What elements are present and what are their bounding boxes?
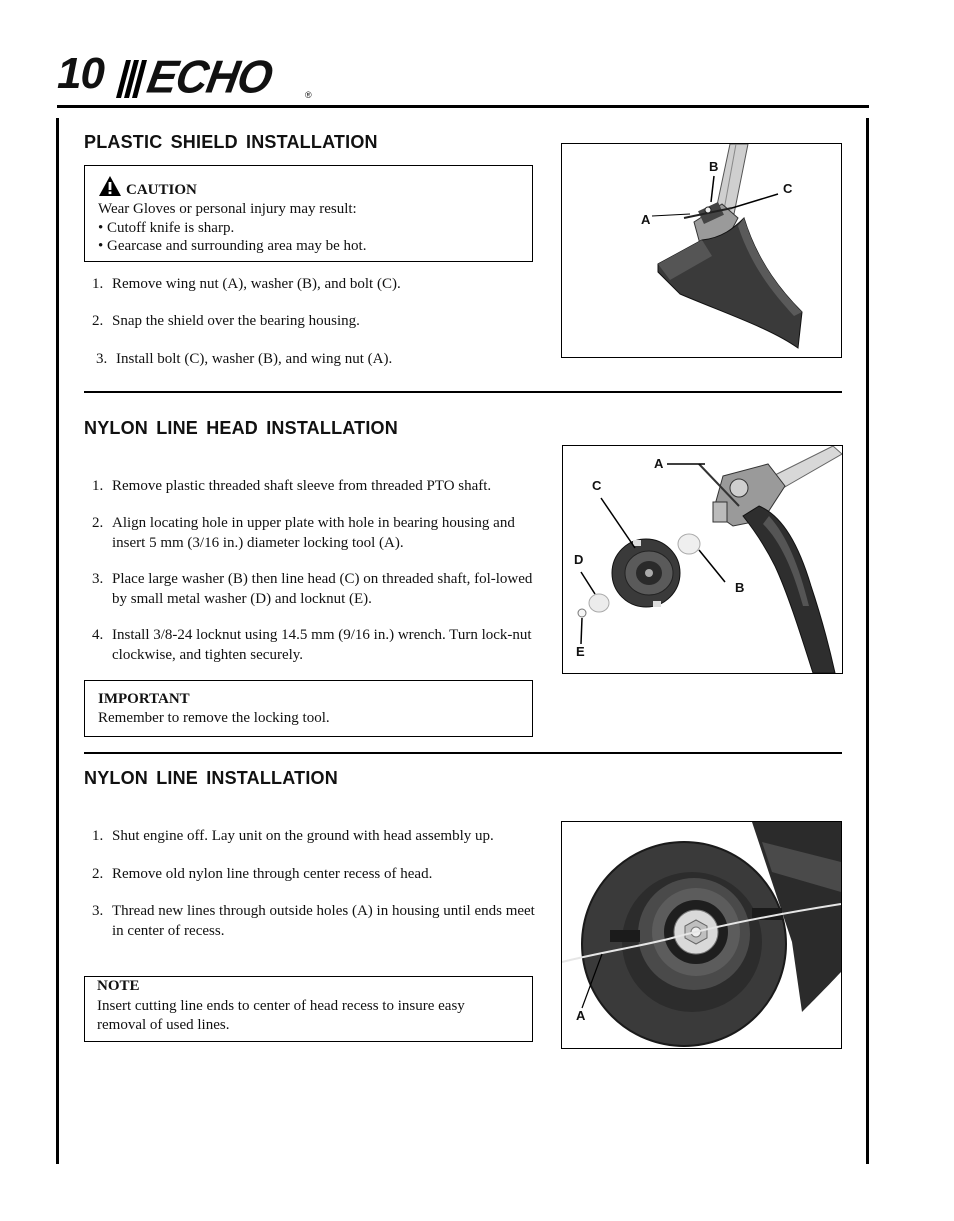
- figure-plastic-shield: [561, 143, 842, 358]
- step-number: 1.: [92, 828, 104, 844]
- line-head-illustration: [563, 446, 842, 673]
- step-number: 3.: [92, 571, 104, 587]
- step-number: 2.: [92, 866, 104, 882]
- important-title: IMPORTANT: [98, 691, 190, 707]
- callout-label-c: C: [783, 181, 793, 196]
- step-number: 2.: [92, 313, 104, 329]
- step-text: Place large washer (B) then line head (C) on threaded shaft, fol-lowed by small metal washer (D) and locknut (E).: [112, 571, 533, 607]
- step-text: Install 3/8-24 locknut using 14.5 mm (9/16 in.) wrench. Turn lock-nut clockwise, and tighten securely.: [112, 627, 532, 663]
- warning-triangle-icon: [98, 175, 122, 197]
- nylon-line-illustration: [562, 822, 841, 1048]
- step-text: Remove wing nut (A), washer (B), and bolt (C).: [112, 276, 401, 292]
- caution-line-1: Wear Gloves or personal injury may result:: [98, 201, 357, 217]
- step-number: 4.: [92, 627, 104, 643]
- step-text: Align locating hole in upper plate with hole in bearing housing and insert 5 mm (3/16 in.) diameter locking tool (A).: [112, 515, 515, 551]
- section-divider: [84, 752, 842, 754]
- echo-logo: [112, 51, 312, 104]
- figure-nylon-line: [561, 821, 842, 1049]
- callout-label-a: A: [654, 456, 664, 471]
- section-heading-line-head: NYLON LINE HEAD INSTALLATION: [84, 418, 398, 438]
- left-margin-rule: [56, 118, 59, 1164]
- note-title: NOTE: [97, 978, 140, 994]
- step-text: Shut engine off. Lay unit on the ground with head assembly up.: [112, 828, 494, 844]
- shield-illustration: [562, 144, 841, 357]
- callout-label-a: A: [576, 1008, 586, 1023]
- header-rule: [57, 105, 869, 108]
- section-heading-nylon-line: NYLON LINE INSTALLATION: [84, 768, 338, 788]
- step-text: Snap the shield over the bearing housing.: [112, 313, 360, 329]
- callout-label-c: C: [592, 478, 602, 493]
- callout-label-e: E: [576, 644, 585, 659]
- note-text: Insert cutting line ends to center of head recess to insure easy removal of used lines.: [97, 998, 465, 1033]
- figure-line-head: [562, 445, 843, 674]
- note-box: [84, 976, 533, 1042]
- callout-label-b: B: [709, 159, 719, 174]
- step-text: Thread new lines through outside holes (A) in housing until ends meet in center of recess.: [112, 903, 535, 939]
- step-number: 2.: [92, 515, 104, 531]
- callout-label-a: A: [641, 212, 651, 227]
- caution-box: [84, 165, 533, 262]
- step-number: 1.: [92, 478, 104, 494]
- registered-mark: ®: [305, 90, 312, 100]
- logo-wordmark: ECHO: [143, 51, 276, 104]
- important-box: [84, 680, 533, 737]
- caution-line-2: • Cutoff knife is sharp.: [98, 220, 235, 236]
- caution-line-3: • Gearcase and surrounding area may be hot.: [98, 238, 367, 254]
- section-heading-plastic-shield: PLASTIC SHIELD INSTALLATION: [84, 132, 378, 152]
- step-text: Remove plastic threaded shaft sleeve from threaded PTO shaft.: [112, 478, 492, 494]
- section-divider: [84, 391, 842, 393]
- step-number: 3.: [92, 903, 104, 919]
- important-text: Remember to remove the locking tool.: [98, 710, 330, 726]
- right-margin-rule: [866, 118, 869, 1164]
- step-text: Install bolt (C), washer (B), and wing nut (A).: [116, 351, 393, 367]
- callout-label-d: D: [574, 552, 584, 567]
- step-number: 3.: [96, 351, 108, 367]
- step-number: 1.: [92, 276, 104, 292]
- step-text: Remove old nylon line through center recess of head.: [112, 866, 433, 882]
- page-number: 10: [57, 49, 104, 98]
- callout-label-b: B: [735, 580, 745, 595]
- caution-title: CAUTION: [126, 182, 197, 198]
